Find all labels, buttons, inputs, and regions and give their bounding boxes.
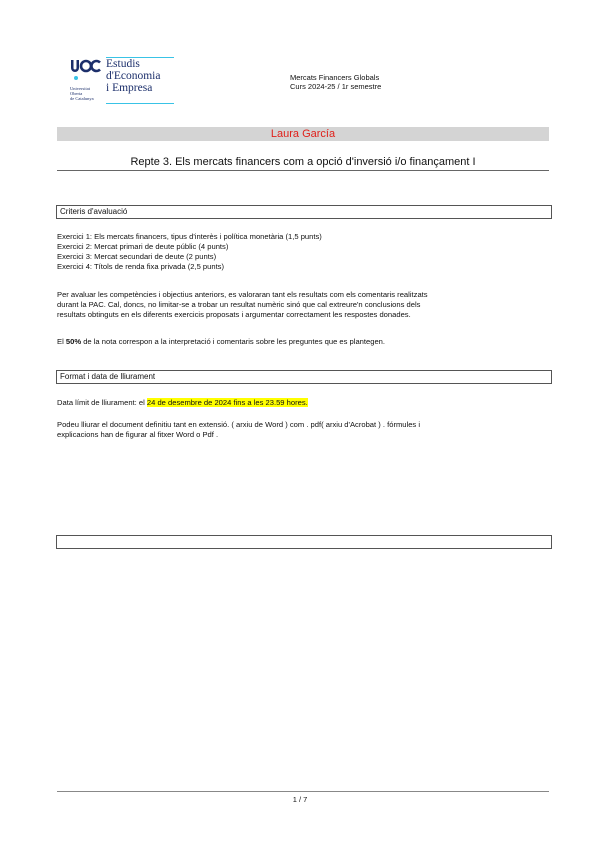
empty-section-box [56, 535, 552, 549]
exercise-item: Exercici 3: Mercat secundari de deute (2 punts) [57, 252, 217, 261]
exercise-item: Exercici 2: Mercat primari de deute públic (4 punts) [57, 242, 229, 251]
criteria-section-heading: Criteris d'avaluació [56, 205, 552, 219]
page-number: 1 / 7 [292, 795, 308, 804]
weight-note: El 50% de la nota correspon a la interpretació i comentaris sobre les preguntes que es plantegen. [57, 337, 386, 346]
deadline-line: Data límit de lliurament: el 24 de desembre de 2024 fins a les 23.59 hores. [57, 398, 308, 407]
uoc-logo [70, 57, 174, 105]
delivery-section-heading: Format i data de lliurament [56, 370, 552, 384]
course-title: Mercats Financers Globals [290, 73, 380, 82]
student-name: Laura García [270, 128, 336, 140]
document-title: Repte 3. Els mercats financers com a opció d'inversió i/o finançament I [130, 156, 476, 168]
faculty-name: Estudis d'Economia i Empresa [106, 58, 161, 94]
deadline-highlight: 24 de desembre de 2024 fins a les 23.59 hores. [146, 398, 308, 407]
exercise-item: Exercici 4: Títols de renda fixa privada (2,5 punts) [57, 262, 225, 271]
weight-value: 50% [65, 337, 82, 346]
title-divider [57, 170, 549, 171]
university-name: Universitat Oberta de Catalunya [70, 86, 94, 101]
course-term: Curs 2024-25 / 1r semestre [290, 82, 382, 91]
student-name-bar [57, 127, 549, 141]
exercise-list [57, 232, 551, 272]
format-paragraph: Podeu lliurar el document definitiu tant en extensió. ( arxiu de Word ) com . pdf( arxiu d'Acrobat ) . fórmules i explicacions han de figurar al fitxer Word o Pdf . [57, 420, 421, 439]
footer-divider [57, 791, 549, 792]
course-header [290, 73, 381, 91]
exercise-item: Exercici 1: Els mercats financers, tipus d'interès i política monetària (1,5 punts) [57, 232, 322, 241]
evaluation-paragraph: Per avaluar les competències i objectius anteriors, es valoraran tant els resultats com els comentaris realitzats durant la PAC. Cal, doncs, no limitar-se a trobar un resultat numèric sinó que cal extreure'n conclusions dels resultats obtinguts en els diferents exercicis proposats i argumentar correctament les respostes donades. [57, 290, 428, 319]
uoc-logo-icon [70, 57, 102, 85]
